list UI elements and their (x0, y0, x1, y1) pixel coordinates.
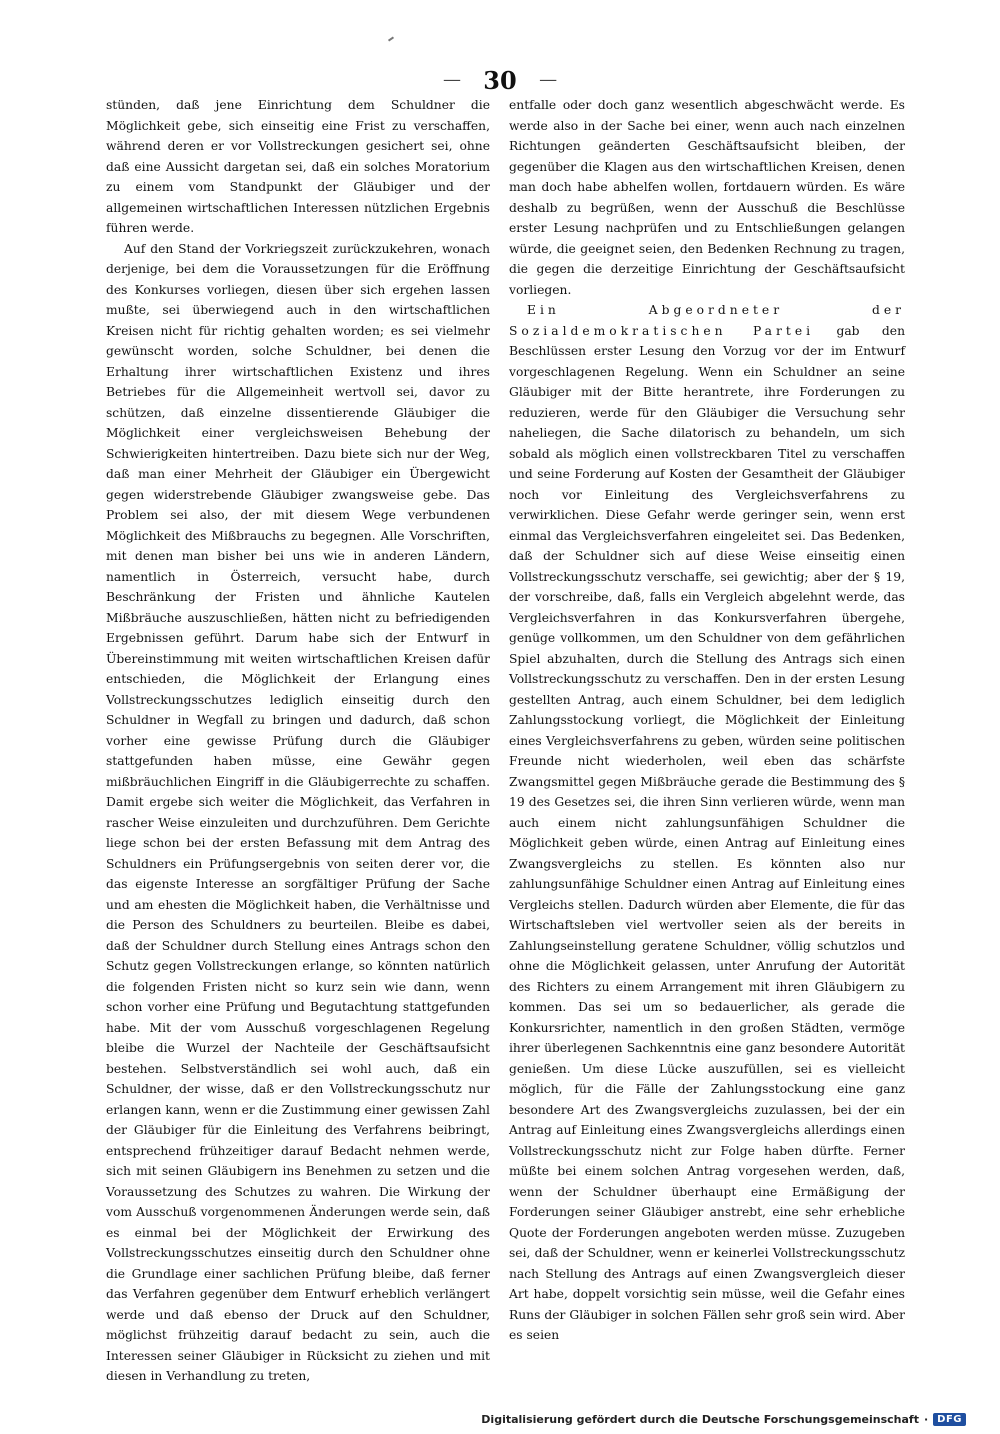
credit-separator: · (923, 1413, 929, 1426)
right-paragraph-2 (509, 300, 905, 1346)
left-paragraph-2: Auf den Stand der Vorkriegszeit zurückzukehren, wonach derjenige, bei dem die Voraussetzungen für die Eröffnung des Konkurses vorliegen, diesen über sich ergehen lassen mußte, sei überwiegend auch in den wirtschaftlichen Kreisen nicht für richtig gehalten worden; es sei vielmehr gewünscht worden, solche Schuldner, bei denen die Erhaltung ihrer wirtschaftlichen Existenz und ihres Betriebes für die Allgemeinheit wertvoll sei, davor zu schützen, daß einzelne dissentierende Gläubiger die Möglichkeit einer vergleichsweisen Behebung der Schwierigkeiten hintertreiben. Dazu biete sich nur der Weg, daß man einer Mehrheit der Gläubiger ein Übergewicht gegen widerstrebende Gläubiger zwangsweise gebe. Das Problem sei also, der mit diesem Wege verbundenen Möglichkeit des Mißbrauchs zu begegnen. Alle Vorschriften, mit denen man bisher bei uns wie in anderen Ländern, namentlich in Österreich, versucht habe, durch Beschränkung der Fristen und ähnliche Kautelen Mißbräuche auszuschließen, hätten nicht zu befriedigenden Ergebnissen geführt. Darum habe sich der Entwurf in Übereinstimmung mit weiten wirtschaftlichen Kreisen dafür entschieden, die Möglichkeit der Erlangung eines Vollstreckungsschutzes lediglich einseitig durch den Schuldner in Wegfall zu bringen und dadurch, daß schon vorher eine gewisse Prüfung durch die Gläubiger stattgefunden haben müsse, eine Gewähr gegen mißbräuchlichen Eingriff in die Gläubigerrechte zu schaffen. Damit ergebe sich weiter die Möglichkeit, das Verfahren in rascher Weise einzuleiten und durchzuführen. Dem Gerichte liege schon bei der ersten Befassung mit dem Antrag des Schuldners ein Prüfungsergebnis von seiten derer vor, die das eigenste Interesse an sorgfältiger Prüfung der Sache und am ehesten die Möglichkeit haben, die Verhältnisse und die Person des Schuldners zu beurteilen. Bleibe es dabei, daß der Schuldner durch Stellung eines Antrags schon den Schutz gegen Vollstreckungen erlange, so könnten natürlich die folgenden Fristen nicht so kurz sein wie dann, wenn schon vorher eine Prüfung und Begutachtung stattgefunden habe. Mit der vom Ausschuß vorgeschlagenen Regelung bleibe die Wurzel der Nachteile der Geschäftsaufsicht bestehen. Selbstverständlich sei wohl auch, daß ein Schuldner, der wisse, daß er den Vollstreckungsschutz nur erlangen kann, wenn er die Zustimmung einer gewissen Zahl der Gläubiger für die Einleitung des Verfahrens beibringt, entsprechend frühzeitiger darauf Bedacht nehmen werde, sich mit seinen Gläubigern ins Benehmen zu setzen und die Voraussetzung des Schutzes zu wahren. Die Wirkung der vom Ausschuß vorgenommenen Änderungen werde sein, daß es einmal bei der Möglichkeit der Erwirkung des Vollstreckungsschutzes einseitig durch den Schuldner ohne die Grundlage einer sachlichen Prüfung bleibe, daß ferner das Verfahren gegenüber dem Entwurf erheblich verlängert werde und daß ebenso der Druck auf den Schuldner, möglichst frühzeitig darauf bedacht zu sein, auch die Interessen seiner Gläubiger in Rücksicht zu ziehen und mit diesen in Verhandlung zu treten, (106, 241, 490, 1383)
header-dash-left: — (442, 69, 461, 90)
digitization-credit (481, 1413, 966, 1426)
header-dash-right: — (539, 69, 558, 90)
left-paragraph-1: stünden, daß jene Einrichtung dem Schuldner die Möglichkeit gebe, sich einseitig eine Frist zu verschaffen, während deren er vor Vollstreckungen gesichert sei, ohne daß eine Aussicht dargetan sei, daß ein solches Moratorium zu einem vom Standpunkt der Gläubiger und der allgemeinen wirtschaftlichen Interessen nützlichen Ergebnis führen werde. (106, 98, 490, 235)
right-paragraph-2-text: gab den Beschlüssen erster Lesung den Vorzug vor der im Entwurf vorgeschlagenen Regelung. Wenn ein Schuldner an seine Gläubiger mit der Bitte herantrete, ihre Forderungen zu reduzieren, werde für den Gläubiger die Versuchung sehr naheliegen, die Sache dilatorisch zu behandeln, um sich sobald als möglich einen vollstreckbaren Titel zu verschaffen und seine Forderung auf Kosten der Gesamtheit der Gläubiger noch vor Einleitung des Vergleichsverfahrens zu verwirklichen. Diese Gefahr werde geringer sein, wenn erst einmal das Vergleichsverfahren eingeleitet sei. Das Bedenken, daß der Schuldner sich auf diese Weise einseitig einen Vollstreckungsschutz verschaffe, sei gewichtig; aber der § 19, der vorschreibe, daß, falls ein Vergleich abgelehnt werde, das Vergleichsverfahren in das Konkursverfahren übergehe, genüge vollkommen, um den Schuldner von dem gefährlichen Spiel abzuhalten, durch die Stellung des Antrags sich einen Vollstreckungsschutz zu verschaffen. Den in der ersten Lesung gestellten Antrag, auch einem Schuldner, bei dem lediglich Zahlungsstockung vorliegt, die Möglichkeit der Einleitung eines Vergleichsverfahrens zu geben, würden seine politischen Freunde nicht wiederholen, weil eben das schärfste Zwangsmittel gegen Mißbräuche gerade die Bestimmung des § 19 des Gesetzes sei, die ihren Sinn verlieren würde, wenn man auch einem nicht zahlungsunfähigen Schuldner die Möglichkeit geben würde, einen Antrag auf Einleitung eines Zwangsvergleichs zu stellen. Es könnten also nur zahlungsunfähige Schuldner einen Antrag auf Einleitung eines Vergleichs stellen. Dadurch würden aber Elemente, die für das Wirtschaftsleben viel wertvoller seien als der bereits in Zahlungseinstellung geratene Schuldner, völlig schutzlos und ohne die Möglichkeit gelassen, unter Anrufung der Autorität des Richters zu einem Arrangement mit ihren Gläubigern zu kommen. Das sei um so bedauerlicher, als gerade die Konkursrichter, namentlich in den großen Städten, vermöge ihrer überlegenen Sachkenntnis eine ganz besondere Autorität genießen. Um diese Lücke auszufüllen, sei es vielleicht möglich, für die Fälle der Zahlungsstockung eine ganz besondere Art des Zwangsvergleichs zuzulassen, bei der ein Antrag auf Einleitung eines Zwangsvergleichs allerdings einen Vollstreckungsschutz nicht zur Folge haben dürfte. Ferner müßte bei einem solchen Antrag vorgesehen werden, daß, wenn der Schuldner überhaupt eine Ermäßigung der Forderungen seiner Gläubiger anstrebt, eine sehr erhebliche Quote der Forderungen angeboten werden müsse. Zuzugeben sei, daß der Schuldner, wenn er keinerlei Vollstreckungsschutz nach Stellung des Antrags auf einen Zwangsvergleich dieser Art habe, doppelt vorsichtig sein müsse, weil die Gefahr eines Runs der Gläubiger in solchen Fällen sehr groß sein wird. Aber es seien (509, 323, 905, 1342)
speaker-lead: Ein Abgeordneter der Sozialdemokratischen Partei (509, 303, 905, 338)
stray-ink-mark (388, 36, 394, 41)
dfg-logo: DFG (933, 1413, 966, 1426)
page-number: 30 (483, 66, 517, 95)
left-column (106, 95, 490, 1387)
right-paragraph-1: entfalle oder doch ganz wesentlich abgeschwächt werde. Es werde also in der Sache bei einer, wenn auch nach einzelnen Richtungen geänderten Geschäftsaufsicht bleiben, der gegenüber die Klagen aus den wirtschaftlichen Kreisen, denen man doch habe abhelfen wollen, fortdauern würden. Es wäre deshalb zu begrüßen, wenn der Ausschuß die Beschlüsse erster Lesung nachprüfen und zu Entschließungen gelangen würde, die geeignet seien, den Bedenken Rechnung zu tragen, die gegen die derzeitige Einrichtung der Geschäftsaufsicht vorliegen. (509, 98, 905, 297)
right-column (509, 95, 905, 1346)
credit-text: Digitalisierung gefördert durch die Deutsche Forschungsgemeinschaft (481, 1413, 919, 1426)
page-header (0, 66, 1000, 95)
